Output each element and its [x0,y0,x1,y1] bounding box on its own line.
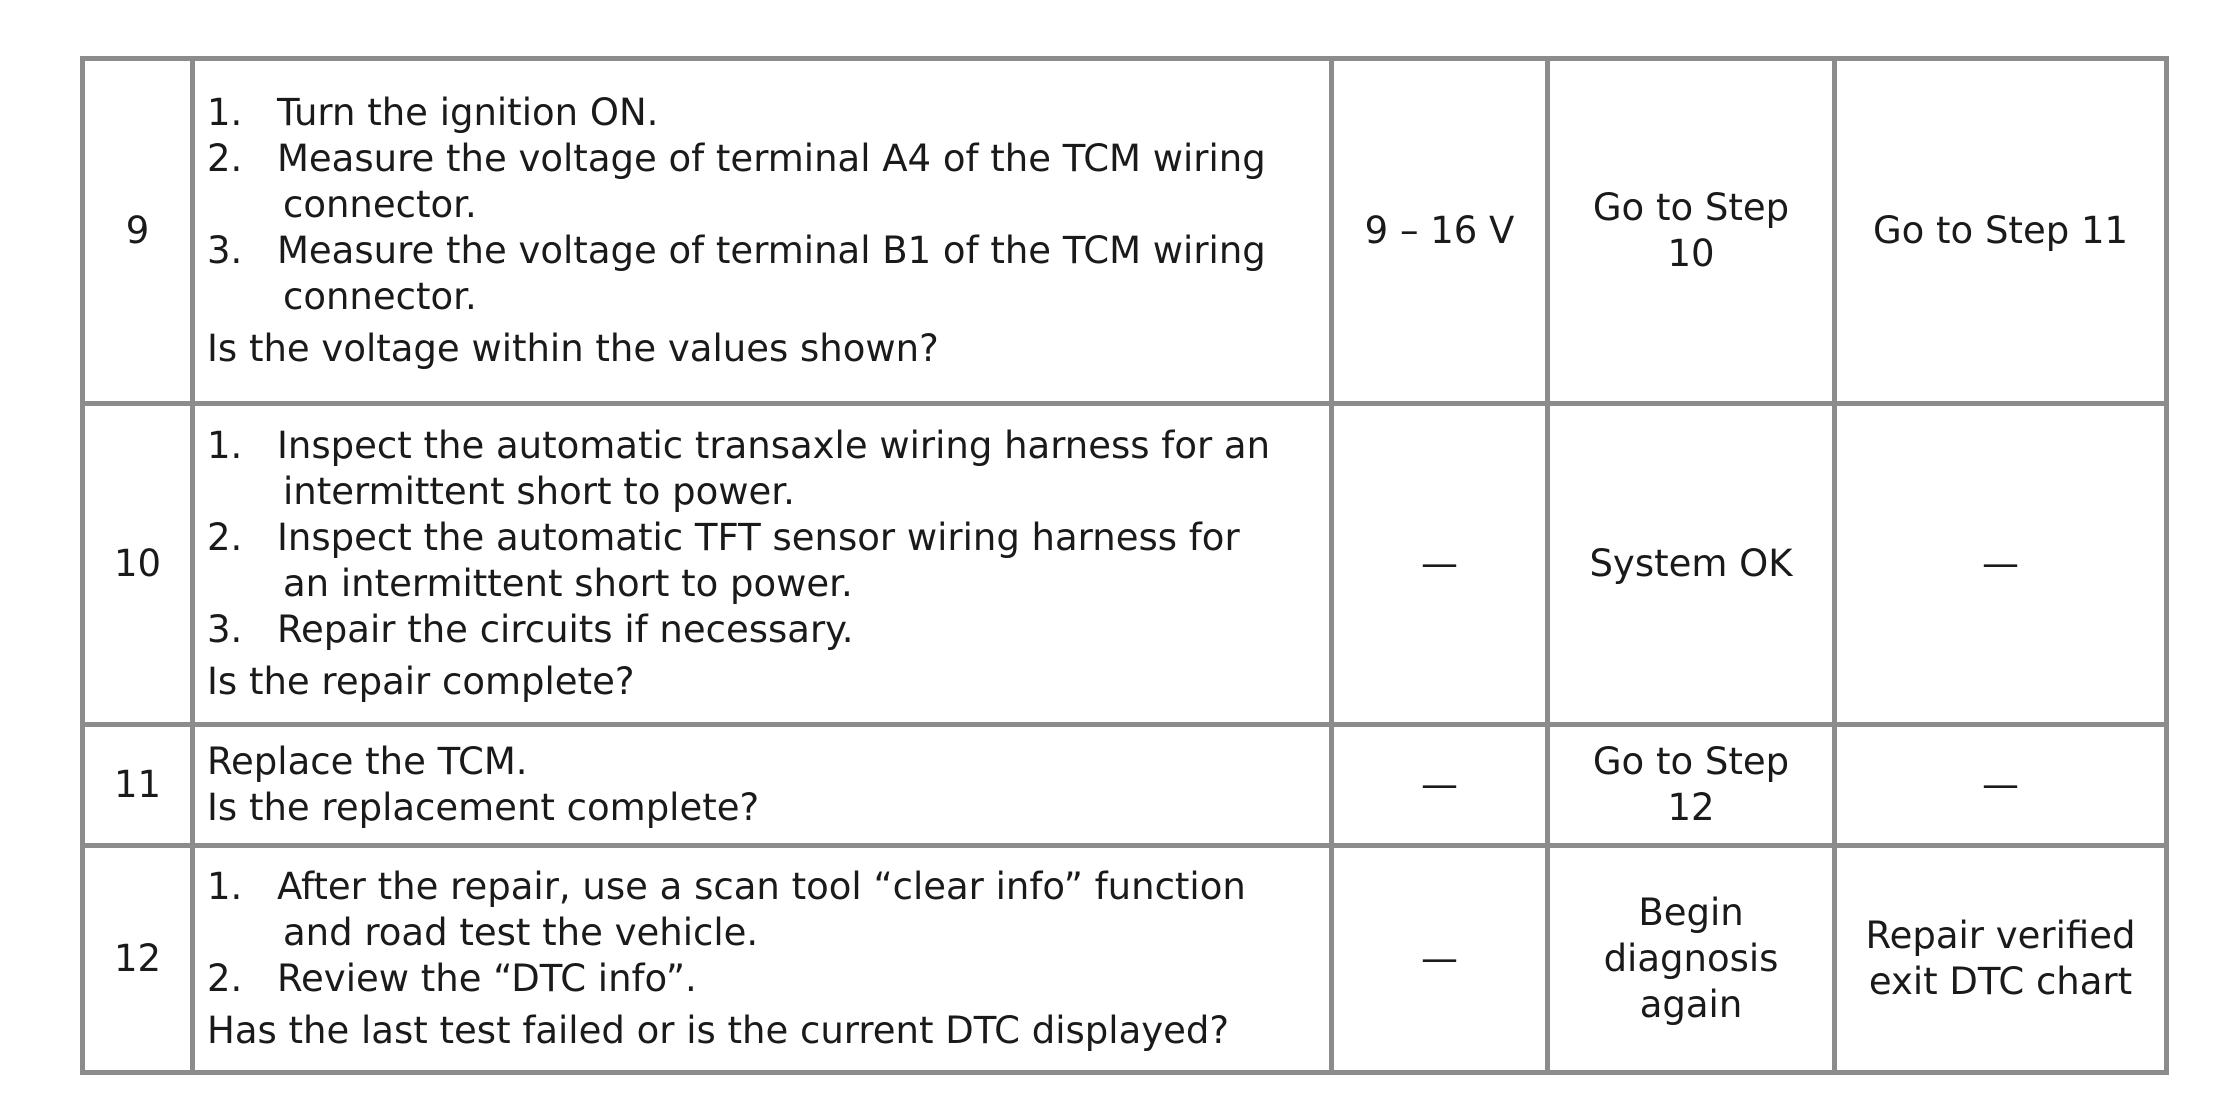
step-number: 12 [83,846,193,1073]
no-text: — [1982,763,2019,806]
table-row [83,59,2167,404]
no-text: — [1982,542,2019,585]
action-cell [193,59,1332,404]
table-row [83,846,2167,1073]
action-step [207,228,1317,320]
action-step-number: 2. [207,137,243,180]
no-cell [1835,725,2167,846]
action-question: Is the replacement complete? [207,786,760,829]
action-text: Replace the TCM. [207,740,528,783]
no-text-continued: exit DTC chart [1868,960,2133,1003]
table-row [83,404,2167,725]
no-cell [1835,404,2167,725]
action-step-number: 2. [207,957,243,1000]
action-step [207,136,1317,228]
yes-text: Go to Step [1592,740,1790,783]
action-step-number: 1. [207,424,243,467]
action-steps-list [207,423,1317,653]
action-step-text: Review the “DTC info”. [277,957,697,1000]
action-step [207,956,1317,1002]
yes-cell [1548,404,1835,725]
yes-text-continued: diagnosis [1603,937,1779,980]
action-step-number: 1. [207,865,243,908]
action-step-number: 2. [207,516,243,559]
action-step-text: Turn the ignition ON. [277,91,659,134]
action-cell [193,725,1332,846]
step-number: 10 [83,404,193,725]
yes-text: Begin [1638,891,1744,934]
yes-text: Go to Step [1592,186,1790,229]
action-step [207,90,1317,136]
action-step-text-continued: intermittent short to power. [283,470,795,513]
action-step [207,423,1317,515]
action-question: Has the last test failed or is the current DTC displayed? [207,1009,1230,1052]
table-row [83,725,2167,846]
yes-cell [1548,59,1835,404]
action-step [207,515,1317,607]
action-step [207,607,1317,653]
yes-cell [1548,846,1835,1073]
action-step-text: Measure the voltage of terminal B1 of the TCM wiring [277,229,1266,272]
action-question: Is the voltage within the values shown? [207,327,939,370]
action-steps-list [207,90,1317,320]
step-number: 9 [83,59,193,404]
action-step-text: Measure the voltage of terminal A4 of the TCM wiring [277,137,1266,180]
action-step-text: After the repair, use a scan tool “clear info” function [277,865,1246,908]
action-step-text-continued: an intermittent short to power. [283,562,853,605]
yes-text-continued: 12 [1667,786,1715,829]
action-step-text-continued: connector. [283,183,477,226]
action-step-text: Inspect the automatic TFT sensor wiring harness for [277,516,1240,559]
action-steps-list [207,864,1317,1002]
no-cell [1835,59,2167,404]
action-step-number: 1. [207,91,243,134]
dtc-diagnostic-table [80,56,2169,1075]
no-cell [1835,846,2167,1073]
action-step-number: 3. [207,229,243,272]
action-step-text-continued: connector. [283,275,477,318]
yes-cell [1548,725,1835,846]
action-question: Is the repair complete? [207,660,635,703]
action-cell [193,846,1332,1073]
value-cell: — [1332,404,1548,725]
action-step-text: Inspect the automatic transaxle wiring harness for an [277,424,1271,467]
value-cell: 9 – 16 V [1332,59,1548,404]
action-step [207,864,1317,956]
yes-text-continued: 10 [1667,232,1715,275]
value-cell: — [1332,846,1548,1073]
no-text: Go to Step 11 [1872,209,2129,252]
action-cell [193,404,1332,725]
no-text: Repair verified [1865,914,2136,957]
yes-text-continued: again [1639,983,1743,1026]
action-step-text-continued: and road test the vehicle. [283,911,759,954]
action-step-text: Repair the circuits if necessary. [277,608,854,651]
action-step-number: 3. [207,608,243,651]
yes-text: System OK [1589,542,1793,585]
step-number: 11 [83,725,193,846]
value-cell: — [1332,725,1548,846]
